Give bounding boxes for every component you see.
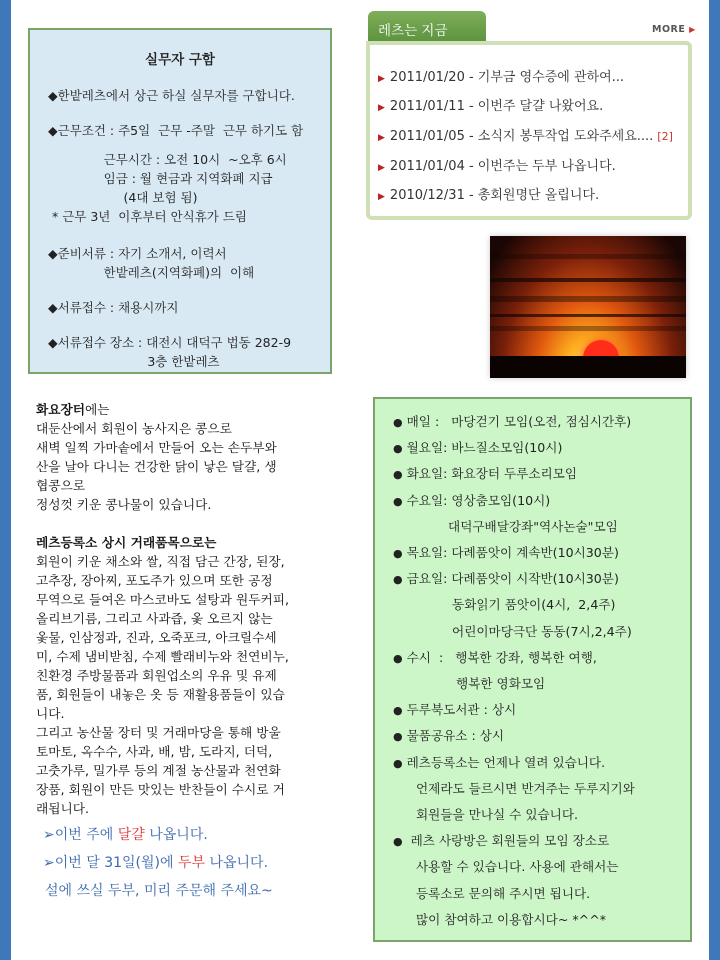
schedule-row xyxy=(393,463,577,482)
bullet-dot-icon: ● xyxy=(393,416,403,429)
schedule-text: 등록소로 문의해 주시면 됩니다. xyxy=(408,885,591,901)
promo-order xyxy=(45,880,273,900)
schedule-text: 화요일: 화요장터 두루소리모임 xyxy=(406,466,578,482)
schedule-text: 월요일: 바느질소모임(10시) xyxy=(406,440,563,456)
bullet-dot-icon: ● xyxy=(393,704,403,718)
promo-tofu xyxy=(43,852,268,872)
job-posting-box xyxy=(28,28,332,374)
bullet-dot-icon: ● xyxy=(393,494,403,508)
para2-line: 품, 회원들이 내놓은 옷 등 재활용품들이 있습 xyxy=(36,687,285,702)
para2-heading xyxy=(36,533,356,552)
para1-line: 대둔산에서 회원이 농사지은 콩으로 xyxy=(36,421,232,436)
comment-count: [2] xyxy=(657,130,673,143)
schedule-row xyxy=(393,673,545,692)
spacer xyxy=(36,514,356,533)
schedule-text: 수시 : 행복한 강좌, 행복한 여행, xyxy=(406,649,597,665)
job-posting-line: 한밭레츠(지역화폐)의 이해 xyxy=(48,265,255,280)
horizon-ground xyxy=(490,356,686,378)
para2-line: 친환경 주방물품과 회원업소의 우유 및 유제 xyxy=(36,668,277,683)
schedule-row xyxy=(393,542,619,561)
more-link[interactable] xyxy=(652,24,696,35)
promo-highlight: 달걀 xyxy=(117,827,145,843)
para2-line: 래됩니다. xyxy=(36,801,90,816)
schedule-text: 많이 참여하고 이용합시다~ *^^* xyxy=(408,911,607,927)
schedule-row xyxy=(393,647,597,666)
schedule-row xyxy=(393,437,562,456)
para1-line: 새벽 일찍 가마솥에서 만들어 오는 손두부와 xyxy=(36,440,277,455)
schedule-text: 대덕구배달강좌"역사논술"모임 xyxy=(408,518,618,534)
promo-text: 이번 주에 xyxy=(54,827,118,843)
para1-first-line xyxy=(36,400,356,419)
notice-item[interactable] xyxy=(378,155,616,174)
schedule-text: 행복한 영화모임 xyxy=(408,676,546,691)
sunset-photo xyxy=(490,236,686,378)
schedule-row xyxy=(393,804,578,823)
job-posting-line: 근무시간 : 오전 10시 ~오후 6시 xyxy=(48,152,287,167)
schedule-row xyxy=(393,883,590,902)
bullet-arrow-icon: ▶ xyxy=(378,74,385,84)
promo-text: 나옵니다. xyxy=(144,827,208,843)
schedule-text: 물품공유소 : 상시 xyxy=(406,728,505,744)
schedule-text: 금요일: 다례품앗이 시작반(10시30분) xyxy=(406,571,619,587)
more-arrow-icon: ▶ xyxy=(689,25,696,34)
bullet-dot-icon: ● xyxy=(393,573,403,587)
schedule-row xyxy=(393,699,516,718)
schedule-text: 사용할 수 있습니다. 사용에 관해서는 xyxy=(408,859,619,875)
para2-line: 회원이 키운 채소와 쌀, 직접 담근 간장, 된장, xyxy=(36,554,285,569)
promo-text: 나옵니다. xyxy=(205,855,269,871)
bullet-dot-icon: ● xyxy=(393,468,403,482)
para2-line: 장품, 회원이 만든 맛있는 반찬들이 수시로 거 xyxy=(36,782,285,797)
job-posting-line: ◆한밭레츠에서 상근 하실 실무자를 구합니다. xyxy=(48,88,295,103)
bullet-dot-icon: ● xyxy=(393,756,403,770)
notice-tab-label: 레츠는 지금 xyxy=(378,23,448,39)
bullet-arrow-icon: ▶ xyxy=(378,192,385,202)
schedule-row xyxy=(393,778,635,797)
schedule-row xyxy=(393,411,631,430)
schedule-row xyxy=(393,490,550,509)
schedule-row xyxy=(393,856,619,875)
schedule-text: 어린이마당극단 동동(7시,2,4주) xyxy=(408,623,632,639)
notice-item-title: 2010/12/31 - 총회원명단 올립니다. xyxy=(389,188,600,203)
schedule-text: 두루북도서관 : 상시 xyxy=(406,702,517,718)
notice-tab[interactable] xyxy=(368,11,486,41)
bullet-arrow-icon: ▶ xyxy=(378,103,385,113)
bullet-dot-icon: ● xyxy=(393,835,403,849)
schedule-row xyxy=(393,516,618,535)
schedule-text: 수요일: 영상춤모임(10시) xyxy=(406,492,551,508)
promo-arrow-icon: ➢ xyxy=(43,827,55,843)
para2-line: 올리브기름, 그리고 사과즙, 옻 오르지 않는 xyxy=(36,611,273,626)
para1-line: 에는 xyxy=(85,402,110,417)
para1-line: 협콩으로 xyxy=(36,478,86,493)
bullet-dot-icon: ● xyxy=(393,730,403,744)
more-label: MORE xyxy=(652,24,686,35)
schedule-row xyxy=(393,594,615,613)
schedule-text: 동화읽기 품앗이(4시, 2,4주) xyxy=(408,597,616,613)
notice-item-title: 2011/01/20 - 기부금 영수증에 관하여... xyxy=(389,70,625,85)
promo-text: 이번 달 31일(월)에 xyxy=(54,855,178,871)
para2-line: 니다. xyxy=(36,706,65,721)
notice-item[interactable] xyxy=(378,66,624,85)
schedule-box xyxy=(373,397,692,942)
para2-line: 고춧가루, 밀가루 등의 계절 농산물과 천연화 xyxy=(36,763,281,778)
schedule-row xyxy=(393,909,606,928)
promo-text: 설에 쓰실 두부, 미리 주문해 주세요~ xyxy=(45,883,273,899)
notice-item-title: 2011/01/04 - 이번주는 두부 나옵니다. xyxy=(389,159,616,174)
notice-list xyxy=(366,41,692,220)
para2-line: 그리고 농산물 장터 및 거래마당을 통해 방울 xyxy=(36,725,281,740)
para2-line: 옻물, 인삼정과, 진과, 오죽포크, 아크릴수세 xyxy=(36,630,277,645)
para2-bold: 레츠등록소 상시 거래품목으로는 xyxy=(36,535,217,550)
para2-line: 미, 수제 냄비받침, 수제 빨래비누와 천연비누, xyxy=(36,649,289,664)
promo-egg xyxy=(43,824,208,844)
schedule-row xyxy=(393,830,609,849)
notice-item[interactable] xyxy=(378,184,599,203)
job-posting-line: ◆준비서류 : 자기 소개서, 이력서 xyxy=(48,246,227,261)
para1-line: 정성껏 키운 콩나물이 있습니다. xyxy=(36,497,212,512)
market-description xyxy=(36,400,356,818)
job-posting-line: 3층 한밭레츠 xyxy=(48,354,220,369)
bullet-dot-icon: ● xyxy=(393,442,403,456)
promo-arrow-icon: ➢ xyxy=(43,855,55,871)
bullet-arrow-icon: ▶ xyxy=(378,133,385,143)
para2-line: 고추장, 장아찌, 포도주가 있으며 또한 공정 xyxy=(36,573,273,588)
job-posting-line: * 근무 3년 이후부터 안식휴가 드림 xyxy=(48,209,247,224)
job-posting-line: ◆서류접수 장소 : 대전시 대덕구 법동 282-9 xyxy=(48,335,292,350)
promo-highlight: 두부 xyxy=(177,855,206,871)
job-posting-line: ◆근무조건 : 주5일 근무 -주말 근무 하기도 함 xyxy=(48,123,304,138)
schedule-text: 언제라도 들르시면 반겨주는 두루지기와 xyxy=(408,780,635,796)
job-posting-title: 실무자 구함 xyxy=(145,52,215,68)
notice-item[interactable] xyxy=(378,125,673,144)
schedule-text: 레츠 사랑방은 회원들의 모임 장소로 xyxy=(406,833,610,849)
schedule-text: 매일 : 마당걷기 모임(오전, 점심시간후) xyxy=(406,414,632,429)
bullet-dot-icon: ● xyxy=(393,547,403,560)
notice-item-title: 2011/01/11 - 이번주 달걀 나왔어요. xyxy=(389,99,604,114)
newsletter-page xyxy=(11,0,709,960)
schedule-row xyxy=(393,568,619,587)
schedule-text: 목요일: 다례품앗이 계속반(10시30분) xyxy=(406,545,619,560)
schedule-row xyxy=(393,621,632,640)
para1-line: 산을 날아 다니는 건강한 닭이 낳은 달걀, 생 xyxy=(36,459,277,474)
bullet-arrow-icon: ▶ xyxy=(378,163,385,173)
para2-line: 무역으로 들여온 마스코바도 설탕과 원두커피, xyxy=(36,592,290,607)
job-posting-line: (4대 보험 됨) xyxy=(48,190,198,205)
job-posting-line: 임금 : 월 현금과 지역화폐 지급 xyxy=(48,171,273,186)
notice-item[interactable] xyxy=(378,95,603,114)
schedule-row xyxy=(393,752,605,771)
bullet-dot-icon: ● xyxy=(393,651,403,665)
schedule-text: 레츠등록소는 언제나 열려 있습니다. xyxy=(406,754,606,770)
schedule-text: 회원들을 만나실 수 있습니다. xyxy=(408,807,579,822)
notice-item-title: 2011/01/05 - 소식지 봉투작업 도와주세요.... xyxy=(389,129,654,144)
para1-bold: 화요장터 xyxy=(36,402,86,417)
schedule-row xyxy=(393,725,504,744)
para2-line: 토마토, 옥수수, 사과, 배, 밤, 도라지, 더덕, xyxy=(36,744,273,759)
job-posting-line: ◆서류접수 : 채용시까지 xyxy=(48,300,179,315)
